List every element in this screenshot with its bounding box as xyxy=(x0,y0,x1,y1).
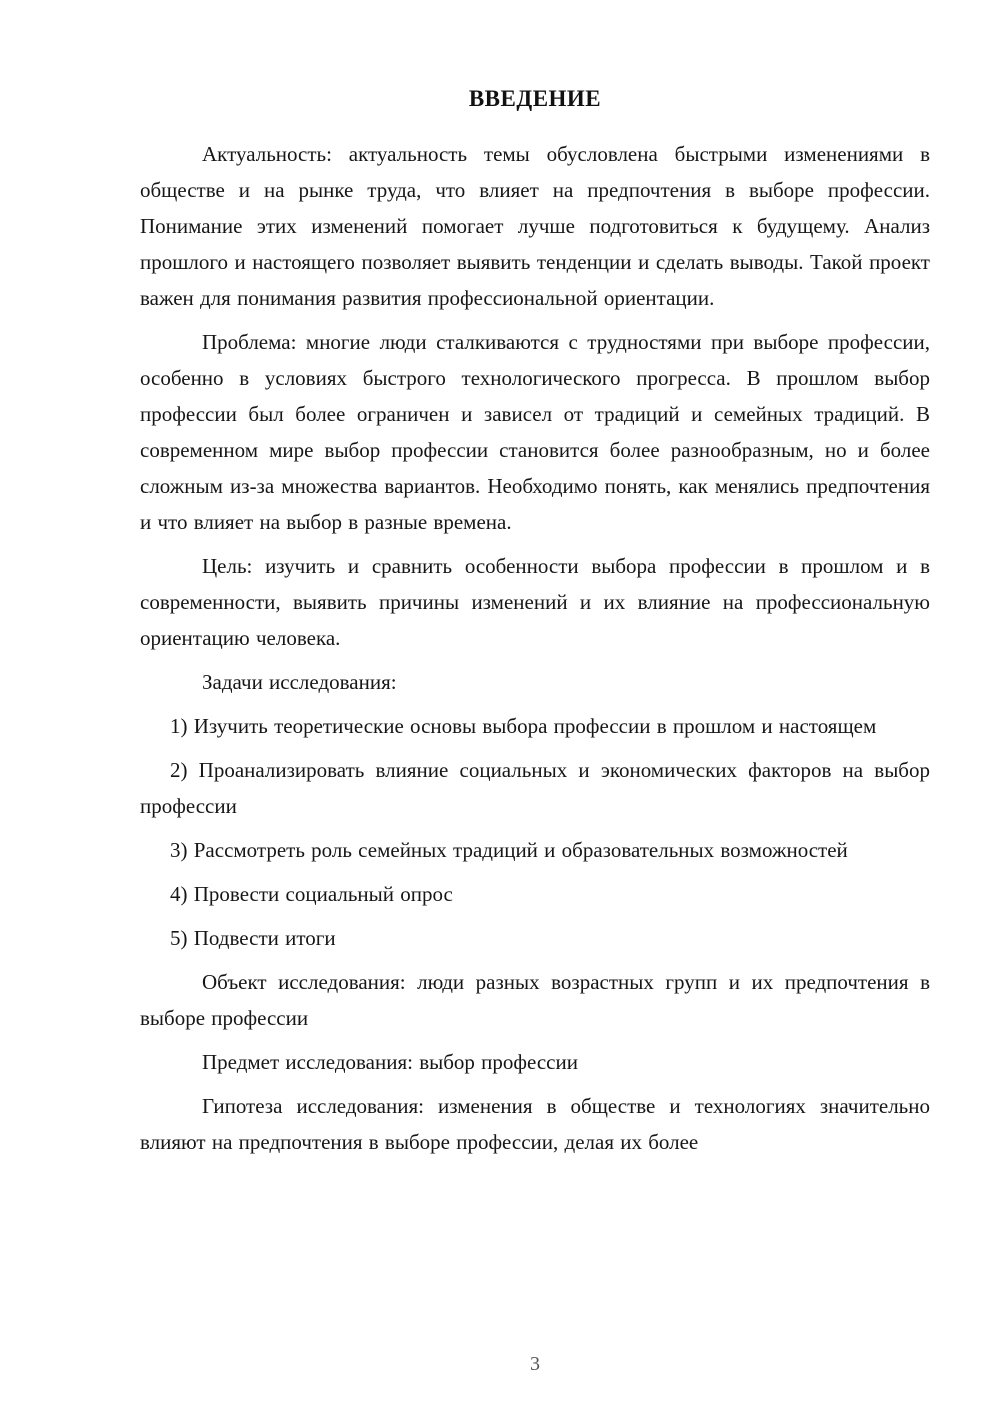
task-list-item: 4) Провести социальный опрос xyxy=(170,882,453,906)
task-list-item: 5) Подвести итоги xyxy=(170,926,336,950)
document-body xyxy=(140,136,930,1160)
task-list-item: 1) Изучить теоретические основы выбора профессии в прошлом и настоящем xyxy=(170,714,877,738)
page-title: ВВЕДЕНИЕ xyxy=(468,86,602,111)
paragraph: Предмет исследования: выбор профессии xyxy=(202,1050,578,1074)
paragraph: Объект исследования: люди разных возрастных групп и их предпочтения в выборе профессии xyxy=(140,970,930,1030)
paragraph: Цель: изучить и сравнить особенности выбора профессии в прошлом и в современности, выявить причины изменений и их влияние на профессиональную ориентацию человека. xyxy=(140,554,930,650)
task-list-item: 3) Рассмотреть роль семейных традиций и образовательных возможностей xyxy=(170,838,848,862)
task-list-item: 2) Проанализировать влияние социальных и экономических факторов на выбор профессии xyxy=(140,758,930,818)
paragraph: Задачи исследования: xyxy=(202,670,397,694)
paragraph: Актуальность: актуальность темы обусловлена быстрыми изменениями в обществе и на рынке труда, что влияет на предпочтения в выборе профессии. Понимание этих изменений помогает лучше подготовиться к будущему. Анализ прошлого и настоящего позволяет выявить тенденции и сделать выводы. Такой проект важен для понимания развития профессиональной ориентации. xyxy=(140,142,930,310)
paragraph: Проблема: многие люди сталкиваются с трудностями при выборе профессии, особенно в условиях быстрого технологического прогресса. В прошлом выбор профессии был более ограничен и зависел от традиций и семейных традиций. В современном мире выбор профессии становится более разнообразным, но и более сложным из-за множества вариантов. Необходимо понять, как менялись предпочтения и что влияет на выбор в разные времена. xyxy=(140,330,930,534)
paragraph: Гипотеза исследования: изменения в обществе и технологиях значительно влияют на предпочтения в выборе профессии, делая их более xyxy=(140,1094,930,1154)
page-number: 3 xyxy=(530,1353,540,1375)
